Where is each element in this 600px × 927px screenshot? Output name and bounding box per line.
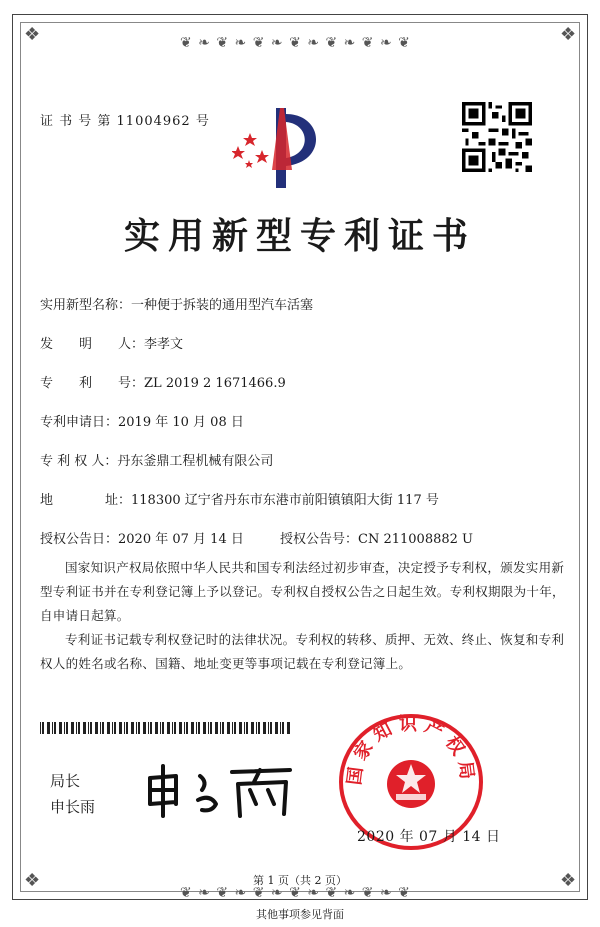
patentee-label: 专 利 权 人： xyxy=(40,454,118,469)
filing-date-value: 2019 年 10 月 08 日 xyxy=(118,415,244,430)
patent-name-row xyxy=(40,294,313,313)
cnipa-logo-icon xyxy=(232,100,332,190)
patent-name-label: 实用新型名称： xyxy=(40,298,132,313)
grant-number-label: 授权公告号： xyxy=(280,532,359,547)
corner-ornament-br: ❖ xyxy=(560,870,578,891)
filing-date-row xyxy=(40,411,244,430)
patent-number-value: ZL 2019 2 1671466.9 xyxy=(144,376,286,391)
patentee-row xyxy=(40,450,273,469)
director-signature xyxy=(140,760,300,820)
seal-date: 2020 年 07 月 14 日 xyxy=(357,829,501,845)
corner-ornament-tl: ❖ xyxy=(24,24,42,45)
grant-number-value: CN 211008882 U xyxy=(358,532,473,547)
top-ornament: ❦ ❧ ❦ ❧ ❦ ❧ ❦ ❧ ❦ ❧ ❦ ❧ ❦ xyxy=(180,35,411,51)
inventor-value: 李孝文 xyxy=(144,337,184,352)
grant-statement-paragraph: 国家知识产权局依照中华人民共和国专利法经过初步审查，决定授予专利权，颁发实用新型专利证书并在专利登记簿上予以登记。专利权自授权公告之日起生效。专利权期限为十年，自申请日起算。 xyxy=(40,560,565,623)
address-row xyxy=(40,489,439,508)
qr-code-icon xyxy=(462,102,532,172)
corner-ornament-bl: ❖ xyxy=(24,870,42,891)
bottom-ornament: ❦ ❧ ❦ ❧ ❦ ❧ ❦ ❧ ❦ ❧ ❦ ❧ ❦ xyxy=(180,885,411,901)
inventor-label: 发 明 人： xyxy=(40,337,145,352)
inventor-row xyxy=(40,333,183,352)
director-name: 申长雨 xyxy=(50,798,96,816)
certificate-title: 实用新型专利证书 xyxy=(123,215,476,257)
director-title: 局长 xyxy=(50,772,81,790)
seal-text: 国家知识产权局 xyxy=(344,714,478,787)
corner-ornament-tr: ❖ xyxy=(560,24,578,45)
address-label: 地 址： xyxy=(40,493,132,508)
patent-name-value: 一种便于拆装的通用型汽车活塞 xyxy=(131,298,314,313)
legal-status-paragraph: 专利证书记载专利权登记时的法律状况。专利权的转移、质押、无效、终止、恢复和专利权人的姓名或名称、国籍、地址变更等事项记载在专利登记簿上。 xyxy=(40,632,565,671)
grant-number-row xyxy=(280,528,473,547)
patentee-value: 丹东釜鼎工程机械有限公司 xyxy=(117,454,274,469)
grant-date-label: 授权公告日： xyxy=(40,532,119,547)
grant-date-row xyxy=(40,528,244,547)
certificate-number: 证 书 号 第 11004962 号 xyxy=(40,114,210,129)
patent-number-label: 专 利 号： xyxy=(40,376,145,391)
address-value: 118300 辽宁省丹东市东港市前阳镇镇阳大街 117 号 xyxy=(131,493,439,508)
footer-note: 其他事项参见背面 xyxy=(256,908,344,921)
filing-date-label: 专利申请日： xyxy=(40,415,119,430)
patent-number-row xyxy=(40,372,286,391)
grant-date-value: 2020 年 07 月 14 日 xyxy=(118,532,244,547)
page-number: 第 1 页（共 2 页） xyxy=(253,874,347,887)
barcode-icon xyxy=(40,722,290,734)
